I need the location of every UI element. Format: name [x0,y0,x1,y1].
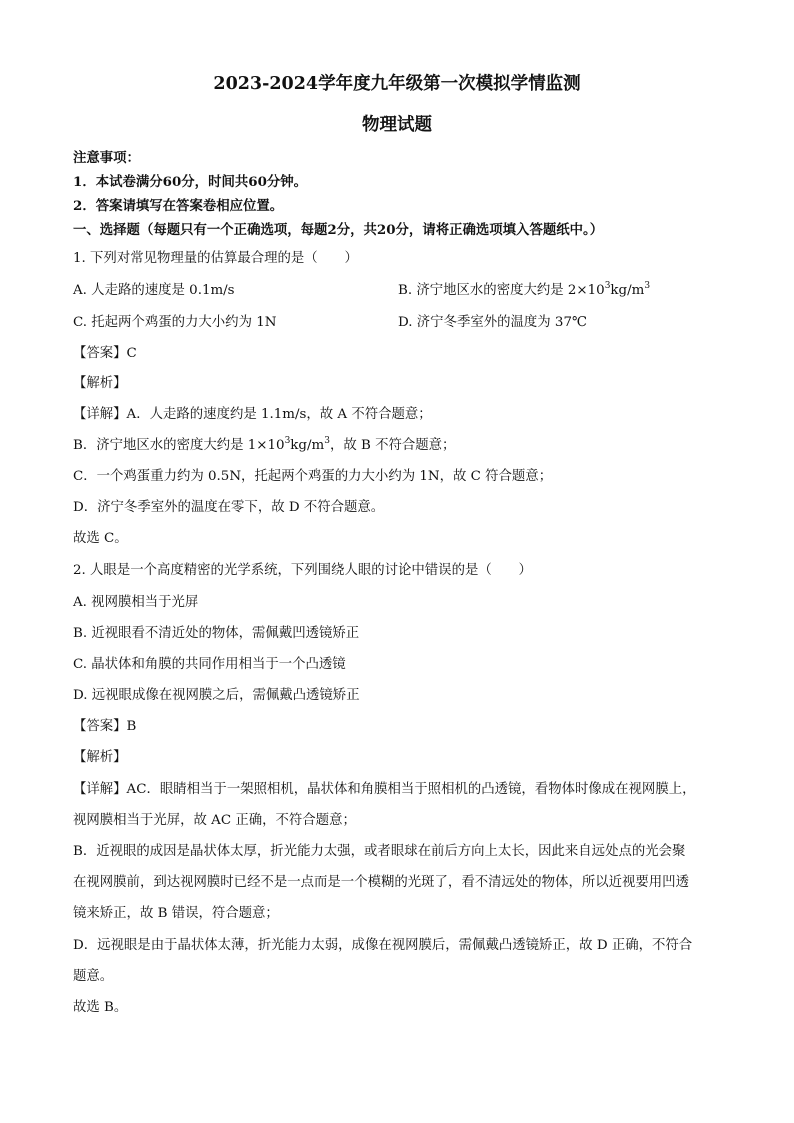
q1-detail-a: 【详解】A．人走路的速度约是 1.1m/s，故 A 不符合题意； [73,407,432,422]
q2-stem: 2. 人眼是一个高度精密的光学系统，下列围绕人眼的讨论中错误的是（ ） [73,563,532,578]
page-subtitle: 物理试题 [362,115,432,135]
section-heading: 一、选择题（每题只有一个正确选项，每题2分，共20分，请将正确选项填入答题纸中。） [73,222,604,238]
q2-detail-line-2: 视网膜相当于光屏，故 AC 正确，不符合题意； [73,813,356,828]
q2-detail-line-4: 在视网膜前，到达视网膜时已经不是一点而是一个模糊的光斑了，看不清远处的物体，所以近视要用凹透 [73,875,689,890]
q1-option-a: A. 人走路的速度是 0.1m/s [73,283,235,298]
q1-detail-b: B．济宁地区水的密度大约是 $1\times 10^3kg/m^3$，故 B 不符合题意； [73,436,456,453]
q1-option-c: C. 托起两个鸡蛋的力大小约为 1N [73,315,277,330]
q1-detail-c: C．一个鸡蛋重力约为 0.5N，托起两个鸡蛋的力大小约为 1N，故 C 符合题意； [73,469,553,484]
q2-detail-line-5: 镜来矫正，故 B 错误，符合题意； [73,906,279,921]
q2-analysis-label: 【解析】 [73,750,127,765]
q1-option-b: B. 济宁地区水的密度大约是 $2\times 10^3kg/m^3$ [398,281,651,298]
q1-option-d: D. 济宁冬季室外的温度为 37℃ [398,315,587,330]
q2-detail-line-1: 【详解】AC．眼睛相当于一架照相机，晶状体和角膜相当于照相机的凸透镜，看物体时像成在视网膜上， [73,782,696,797]
q1-analysis-label: 【解析】 [73,376,127,391]
notes-item-2: 2．答案请填写在答案卷相应位置。 [73,198,284,214]
q2-conclusion: 故选 B。 [73,1000,128,1015]
q2-option-a: A. 视网膜相当于光屏 [73,595,199,610]
notes-heading: 注意事项： [73,150,140,166]
q1-detail-d: D．济宁冬季室外的温度在零下，故 D 不符合题意。 [73,500,385,515]
q1-stem: 1. 下列对常见物理量的估算最合理的是（ ） [73,251,358,266]
q2-detail-line-7: 题意。 [73,969,114,984]
q1-conclusion: 故选 C。 [73,531,128,546]
q2-detail-line-6: D．远视眼是由于晶状体太薄，折光能力太弱，成像在视网膜后，需佩戴凸透镜矫正，故 D 正确，不符合 [73,938,693,953]
q2-option-c: C. 晶状体和角膜的共同作用相当于一个凸透镜 [73,657,346,672]
q2-option-d: D. 远视眼成像在视网膜之后，需佩戴凸透镜矫正 [73,688,360,703]
page-title: 2023-2024学年度九年级第一次模拟学情监测 [213,74,581,94]
q2-option-b: B. 近视眼看不清近处的物体，需佩戴凹透镜矫正 [73,626,360,641]
q2-detail-line-3: B．近视眼的成因是晶状体太厚，折光能力太强，或者眼球在前后方向上太长，因此来自远处点的光会聚 [73,844,686,859]
notes-item-1: 1．本试卷满分60分，时间共60分钟。 [73,174,308,190]
q1-answer: 【答案】C [73,346,137,361]
q2-answer: 【答案】B [73,719,137,734]
